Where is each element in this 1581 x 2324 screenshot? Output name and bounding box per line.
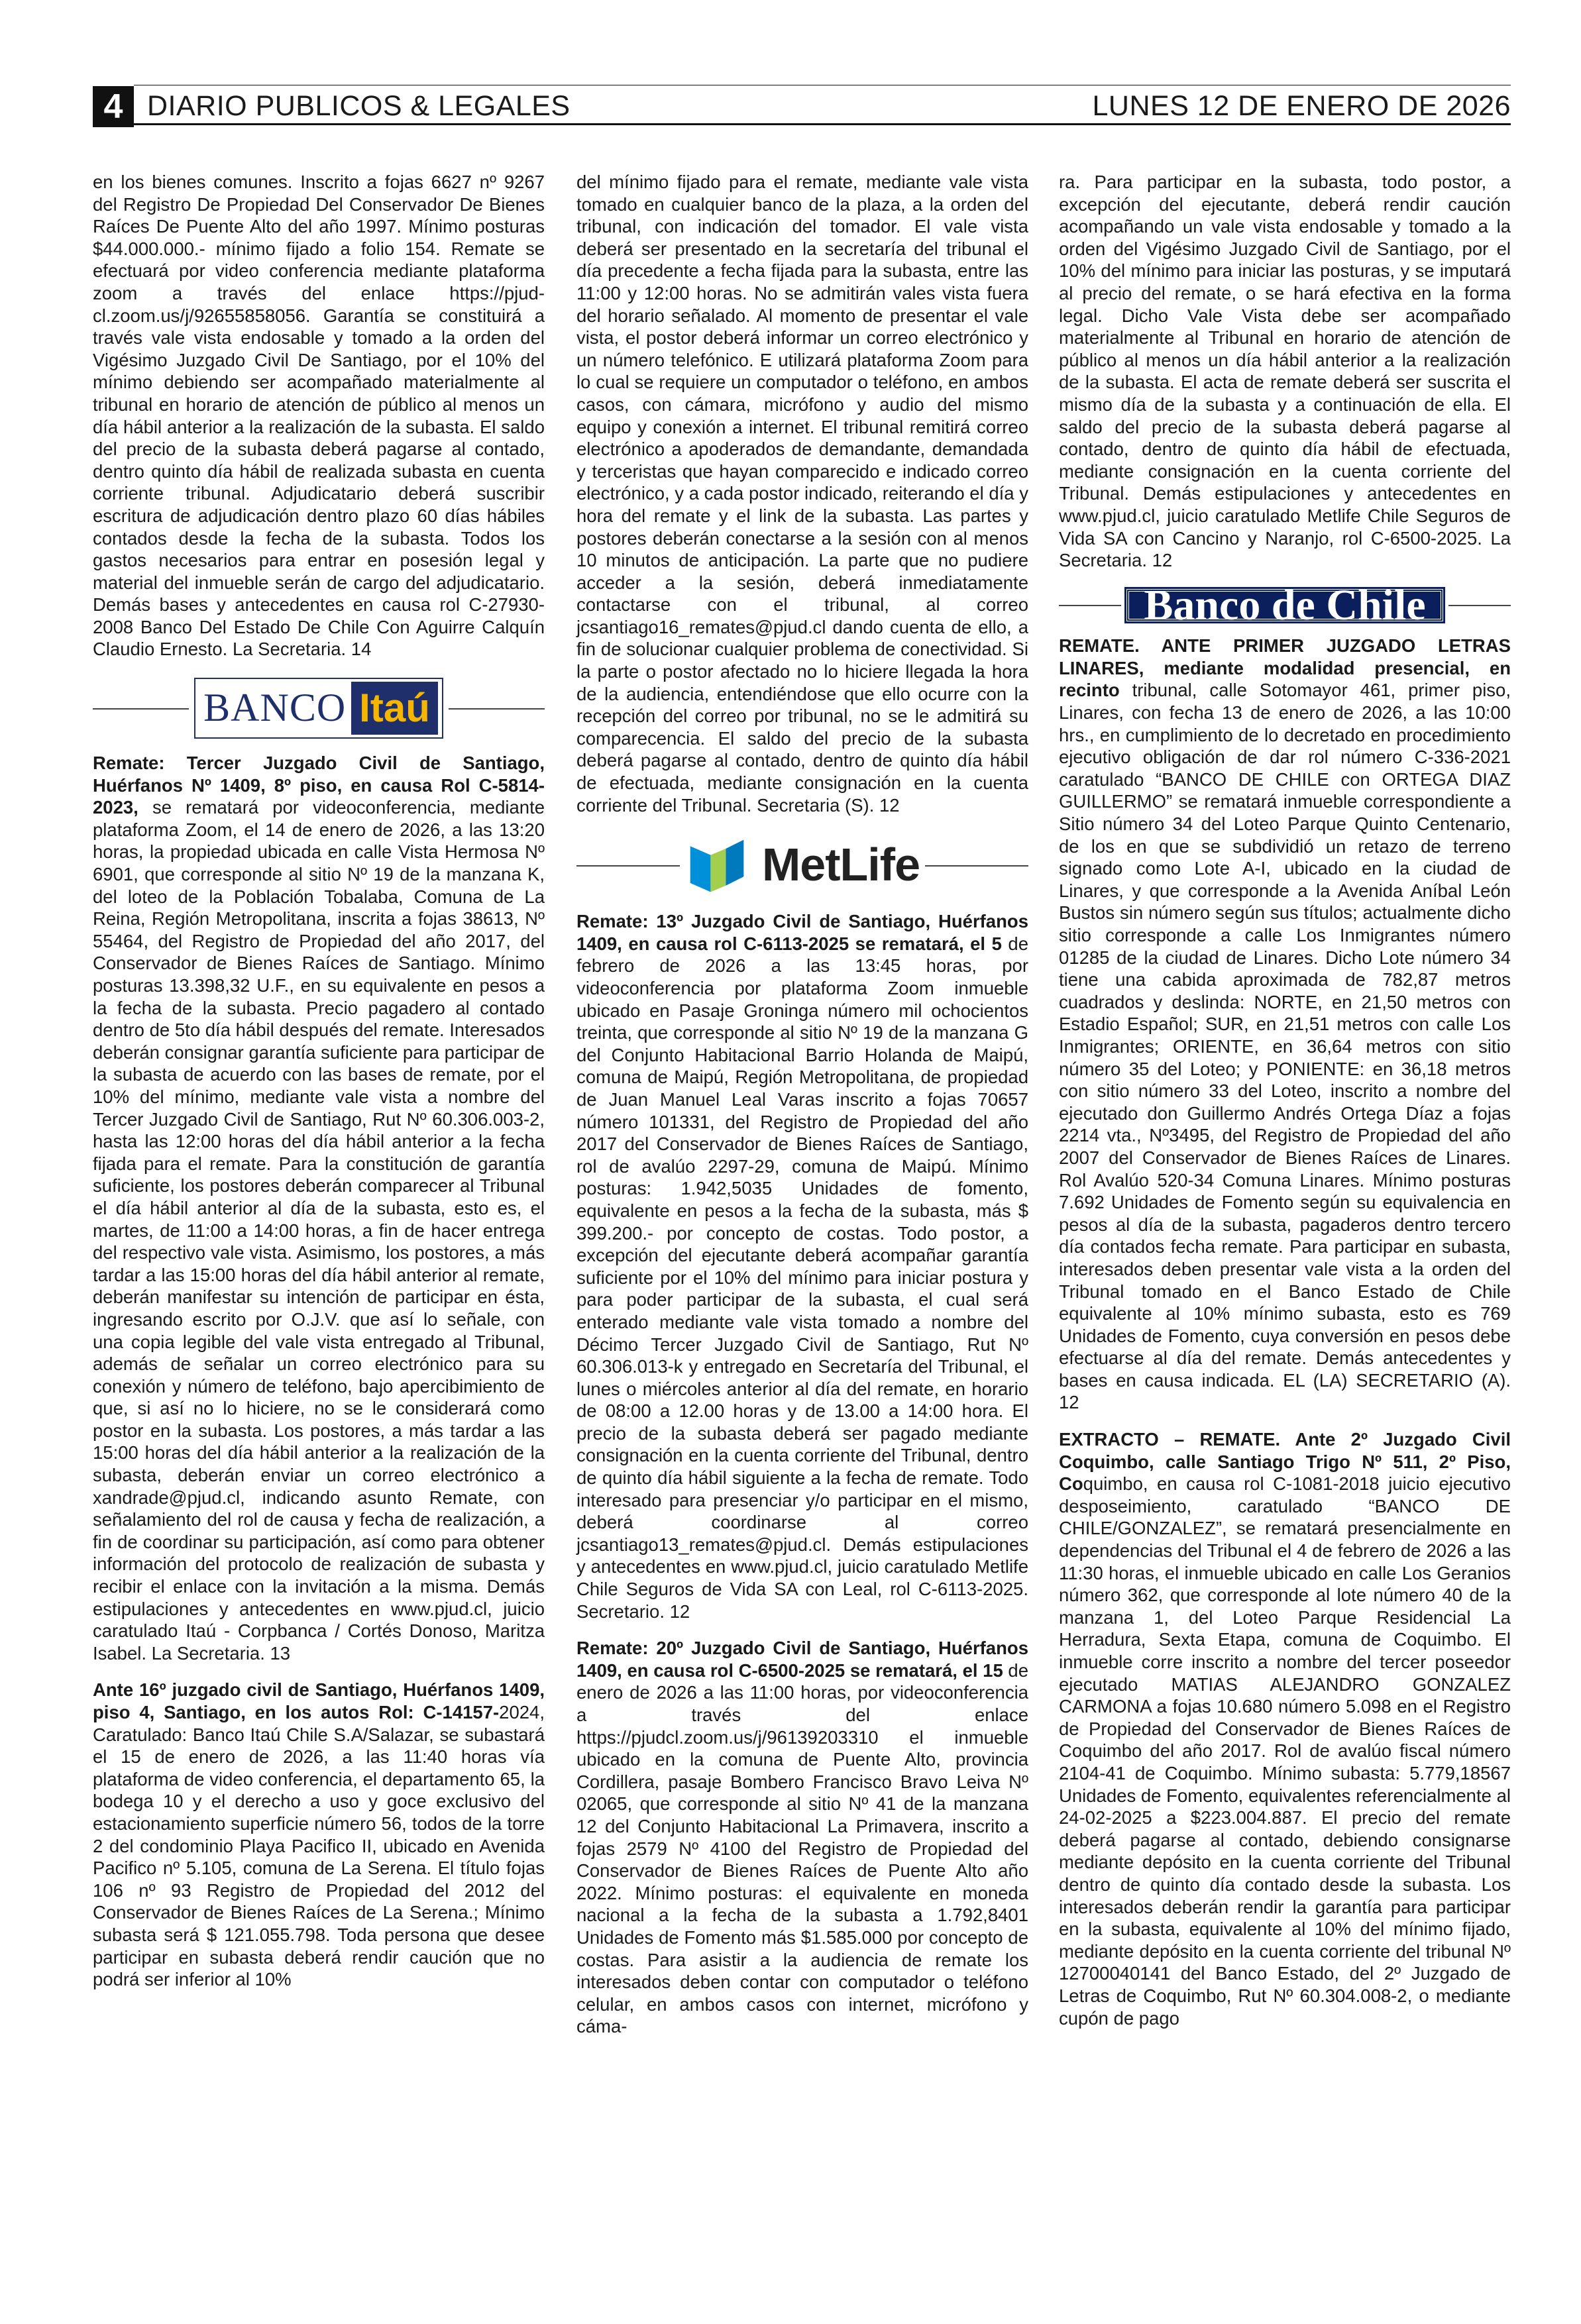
banco-chile-logo-block [1059,580,1511,629]
itau-logo-block [93,678,545,739]
notice-text: Remate: 20º Juzgado Civil de Santiago, Huérfanos 1409, en causa rol C-6500-2025 se rematará, el 15 de enero de 2026 a las 11:00 horas, por videoconferencia a través del enlace https://pjudcl.zoom.us/j/96139203310 el inmueble ubicado en la comuna de Puente Alto, provincia Cordillera, pasaje Bombero Francisco Bravo Leiva Nº 02065, que corresponde al sitio Nº 41 de la manzana 12 del Conjunto Habitacional La Primavera, inscrito a fojas 2579 Nº 4100 del Registro de Propiedad del Conservador de Bienes Raíces de Puente Alto año 2022. Mínimo posturas: el equivalente en moneda nacional a la fecha de la subasta a 1.792,8401 Unidades de Fomento más $1.585.000 por concepto de costas. Para asistir a la audiencia de remate los interesados deben contar con computador o teléfono celular, en ambos casos con internet, micrófono y cáma- [576,1638,1028,2037]
notice-text: EXTRACTO – REMATE. Ante 2º Juzgado Civil Coquimbo, calle Santiago Trigo Nº 511, 2º Piso, Coquimbo, en causa rol C-1081-2018 juicio ejecutivo desposeimiento, caratulado “BANCO DE CHILE/GONZALEZ”, se rematará presencialmente en dependencias del Tribunal el 4 de febrero de 2026 a las 11:30 horas, el inmueble ubicado en calle Los Geranios número 362, que corresponde al lote número 40 de la manzana 1, del Loteo Parque Residencial La Herradura, Sexta Etapa, comuna de Coquimbo. El inmueble corre inscrito a nombre del tercer poseedor ejecutado MATIAS ALEJANDRO GONZALEZ CARMONA a fojas 10.680 número 5.098 en el Registro de Propiedad del Conservador de Bienes Raíces de Coquimbo del año 2017. Rol de avalúo fiscal número 2104-41 de Coquimbo. Mínimo subasta: 5.779,18567 Unidades de Fomento, equivalentes referencialmente al 24-02-2025 a $223.004.887. El precio del remate deberá pagarse al contado, debiendo consignarse mediante depósito en la cuenta corriente del Tribunal dentro de quinto día contado desde la subasta. Los interesados deberán rendir la garantía para participar en la subasta, equivalente al 10% del mínimo fijado, mediante depósito en la cuenta corriente del tribunal Nº 12700040141 del Banco Estado, del 2º Juzgado de Letras de Coquimbo, Rut Nº 60.304.008-2, o mediante cupón de pago [1059,1429,1511,2029]
notice-text: Remate: Tercer Juzgado Civil de Santiago, Huérfanos Nº 1409, 8º piso, en causa Rol C-5814-2023, se rematará por videoconferencia, mediante plataforma Zoom, el 14 de enero de 2026, a las 13:20 horas, la propiedad ubicada en calle Vista Hermosa Nº 6901, que corresponde al sitio Nº 19 de la manzana K, del loteo de la Población Tobalaba, Comuna de La Reina, Región Metropolitana, inscrita a fojas 38613, Nº 55464, del Registro de Propiedad del año 2017, del Conservador de Bienes Raíces de Santiago. Mínimo posturas 13.398,32 U.F., en su equivalente en pesos a la fecha de la subasta. Precio pagadero al contado dentro de 5to día hábil después del remate. Interesados deberán consignar garantía suficiente para participar de la subasta de acuerdo con las bases de remate, por el 10% del mínimo, mediante vale vista a nombre del Tercer Juzgado Civil de Santiago, Rut Nº 60.306.003-2, hasta las 12:00 horas del día hábil anterior a la fecha fijada para el remate. Para la constitución de garantía suficiente, los postores deberán comparecer al Tribunal el día hábil anterior al día de la subasta, esto es, el martes, de 11:00 a 14:00 horas, a fin de hacer entrega del respectivo vale vista. Asimismo, los postores, a más tardar a las 15:00 horas del día hábil anterior al remate, deberán manifestar su intención de participar en ésta, ingresando escrito por O.J.V. que así lo señale, con una copia legible del vale vista entregado al Tribunal, además de señalar un correo electrónico para su conexión y número de teléfono, bajo apercibimiento de que, si así no lo hiciere, no se le considerará como postor en la subasta. Los postores, a más tardar a las 15:00 horas del día hábil anterior a la realización de la subasta, deberán enviar un correo electrónico a xandrade@pjud.cl, indicando asunto Remate, con señalamiento del rol de causa y fecha de realización, a fin de coordinar su participación, así como para obtener información del protocolo de realización de subasta y recibir el enlace con la invitación a la misma. Demás estipulaciones y antecedentes en www.pjud.cl, juicio caratulado Itaú - Corpbanca / Cortés Donoso, Maritza Isabel. La Secretaria. 13 [93,753,545,1664]
metlife-mark-icon [685,833,749,897]
header-rule [134,123,1511,125]
notice-text: en los bienes comunes. Inscrito a fojas 6627 nº 9267 del Registro De Propiedad Del Conservador De Bienes Raíces De Puente Alto del año 1997. Mínimo posturas $44.000.000.- mínimo fijado a folio 154. Remate se efectuará por video conferencia mediante plataforma zoom a través del enlace https://pjud-cl.zoom.us/j/92655858056. Garantía se constituirá a través vale vista endosable y tomado a la orden del Vigésimo Juzgado Civil De Santiago, por el 10% del mínimo debiendo ser acompañado materialmente al tribunal en horario de atención de público al menos un día hábil anterior a la realización de la subasta. El saldo del precio de la subasta deberá pagarse al contado, dentro quinto día hábil de realizada subasta en cuenta corriente tribunal. Adjudicatario deberá suscribir escritura de adjudicación dentro plazo 60 días hábiles contados desde la fecha de la subasta. Todos los gastos necesarios para entrar en posesión legal y material del inmueble serán de cargo del adjudicatario. Demás bases y antecedentes en causa rol C-27930-2008 Banco Del Estado De Chile Con Aguirre Calquín Claudio Ernesto. La Secretaria. 14 [93,172,545,660]
notice-text: del mínimo fijado para el remate, mediante vale vista tomado en cualquier banco de la plaza, a la orden del tribunal, con indicación del tomador. El vale vista deberá ser presentado en la secretaría del tribunal el día precedente a fecha fijada para la subasta, entre las 11:00 y 12:00 horas. No se admitirán vales vista fuera del horario señalado. Al momento de presentar el vale vista, el postor deberá informar un correo electrónico y un número telefónico. E utilizará plataforma Zoom para lo cual se requiere un computador o teléfono, en ambos casos, con cámara, micrófono y audio del mismo equipo y conexión a internet. El tribunal remitirá correo electrónico a apoderados de demandante, demandada y terceristas que hayan comparecido e indicado correo electrónico, y a cada postor indicado, reiterando el día y hora del remate y el link de la subasta. Las partes y postores deberán conectarse a la sesión con al menos 10 minutos de anticipación. La parte que no pudiere acceder a la sesión, deberá inmediatamente contactarse con el tribunal, al correo jcsantiago16_remates@pjud.cl dando cuenta de ello, a fin de solucionar cualquier problema de conectividad. Si la parte o postor afectado no lo hiciere llegada la hora de la audiencia, entendiéndose que ello ocurre con la recepción del correo por tribunal, no se le admitirá su comparecencia. El saldo del precio de la subasta deberá pagarse al contado, dentro de quinto día hábil de efectuada, mediante consignación en la cuenta corriente del Tribunal. Secretaria (S). 12 [576,172,1028,816]
notice-text: ra. Para participar en la subasta, todo postor, a excepción del ejecutante, deberá rendir caución acompañando un vale vista endosable y tomado a la orden del Vigésimo Juzgado Civil de Santiago, por el 10% del mínimo para iniciar las posturas, y se imputará al precio del remate, o se hará efectiva en la forma legal. Dicho Vale Vista debe ser acompañado materialmente al Tribunal en horario de atención de público al menos un día hábil anterior a la realización de la subasta. El acta de remate deberá ser suscrita el mismo día de la subasta y a continuación de ella. El saldo del precio de la subasta deberá pagarse al contado, dentro de quinto día hábil de efectuada, mediante consignación en la cuenta corriente del Tribunal. Demás estipulaciones y antecedentes en www.pjud.cl, juicio caratulado Metlife Chile Seguros de Vida SA con Cancino y Naranjo, rol C-6500-2025. La Secretaria. 12 [1059,172,1511,571]
column-1 [93,171,545,1991]
publication-title: DIARIO PUBLICOS & LEGALES [147,90,571,122]
column-2 [576,171,1028,2038]
page-header [93,82,1511,126]
banco-de-chile-logo: Banco de Chile [1126,589,1443,622]
banco-itau-logo: BANCO Itaú [194,678,443,739]
column-3 [1059,171,1511,2029]
metlife-logo-block [576,833,1028,897]
metlife-logo: MetLife [680,833,925,897]
notice-text: REMATE. ANTE PRIMER JUZGADO LETRAS LINARES, mediante modalidad presencial, en recinto tribunal, calle Sotomayor 461, primer piso, Linares, con fecha 13 de enero de 2026, a las 10:00 hrs., en cumplimiento de lo decretado en procedimiento ejecutivo obligación de dar rol número C-336-2021 caratulado “BANCO DE CHILE con ORTEGA DIAZ GUILLERMO” se rematará inmueble correspondiente a Sitio número 34 del Loteo Parque Quinto Centenario, de los en que se subdividió un retazo de terreno signado como Lote A-I, ubicado en la ciudad de Linares, y que corresponde a la Avenida Aníbal León Bustos sin número según sus títulos; actualmente dicho sitio corresponde a calle Los Inmigrantes número 01285 de la ciudad de Linares. Dicho Lote número 34 tiene una cabida aproximada de 782,87 metros cuadrados y deslinda: NORTE, en 21,50 metros con Estadio Español; SUR, en 21,51 metros con calle Los Inmigrantes; ORIENTE, en 36,64 metros con sitio número 35 del Loteo; y PONIENTE: en 36,18 metros con sitio número 33 del Loteo, inscrito a nombre del ejecutado don Guillermo Andrés Ortega Díaz a fojas 2214 vta., Nº3495, del Registro de Propiedad del año 2007 del Conservador de Bienes Raíces de Linares. Rol Avalúo 520-34 Comuna Linares. Mínimo posturas 7.692 Unidades de Fomento según su equivalencia en pesos al día de la subasta, pagaderos dentro tercero día contados fecha remate. Para participar en subasta, interesados deben presentar vale vista a la orden del Tribunal tomado en el Banco Estado de Chile equivalente al 10% mínimo subasta, esto es 769 Unidades de Fomento, cuya conversión en pesos debe efectuarse al día del remate. Demás antecedentes y bases en causa indicada. EL (LA) SECRETARIO (A). 12 [1059,635,1511,1413]
notice-text: Remate: 13º Juzgado Civil de Santiago, Huérfanos 1409, en causa rol C-6113-2025 se rematará, el 5 de febrero de 2026 a las 13:45 horas, por videoconferencia por plataforma Zoom inmueble ubicado en Pasaje Groninga número mil ochocientos treinta, que corresponde al sitio Nº 19 de la manzana G del Conjunto Habitacional Barrio Holanda de Maipú, comuna de Maipú, Región Metropolitana, de propiedad de Juan Manuel Leal Varas inscrito a fojas 70657 número 101331, del Registro de Propiedad del año 2017 del Conservador de Bienes Raíces de Santiago, rol de avalúo 2297-29, comuna de Maipú. Mínimo posturas: 1.942,5035 Unidades de fomento, equivalente en pesos a la fecha de la subasta, más $ 399.200.- por concepto de costas. Todo postor, a excepción del ejecutante deberá acompañar garantía suficiente por el 10% del mínimo para iniciar postura y para poder participar de la subasta, el cual será enterado mediante vale vista tomado a nombre del Décimo Tercer Juzgado Civil de Santiago, Rut Nº 60.306.013-k y entregado en Secretaría del Tribunal, el lunes o miércoles anterior al día del remate, en horario de 08:00 a 12.00 horas y de 13.00 a 14:00 hora. El precio de la subasta deberá ser pagado mediante consignación en la cuenta corriente del Tribunal, dentro de quinto día hábil siguiente a la fecha de remate. Todo interesado para presenciar y/o participar en el mismo, deberá coordinarse al correo jcsantiago13_remates@pjud.cl. Demás estipulaciones y antecedentes en www.pjud.cl, juicio caratulado Metlife Chile Seguros de Vida SA con Leal, rol C-6113-2025. Secretario. 12 [576,911,1029,1622]
notice-text: Ante 16º juzgado civil de Santiago, Huérfanos 1409, piso 4, Santiago, en los autos Rol: C-14157-2024, Caratulado: Banco Itaú Chile S.A/Salazar, se subastará el 15 de enero de 2026, a las 11:40 horas vía plataforma de video conferencia, el departamento 65, la bodega 10 y el derecho a uso y goce exclusivo del estacionamiento superficie número 56, todos de la torre 2 del condominio Playa Pacifico II, ubicado en Avenida Pacifico nº 5.105, comuna de La Serena. El título fojas 106 nº 93 Registro de Propiedad del 2012 del Conservador de Bienes Raíces de La Serena.; Mínimo subasta será $ 121.055.798. Toda persona que desee participar en subasta deberá rendir caución que no podrá ser inferior al 10% [93,1679,545,1990]
page-number: 4 [93,86,134,127]
issue-date: LUNES 12 DE ENERO DE 2026 [1092,90,1511,122]
